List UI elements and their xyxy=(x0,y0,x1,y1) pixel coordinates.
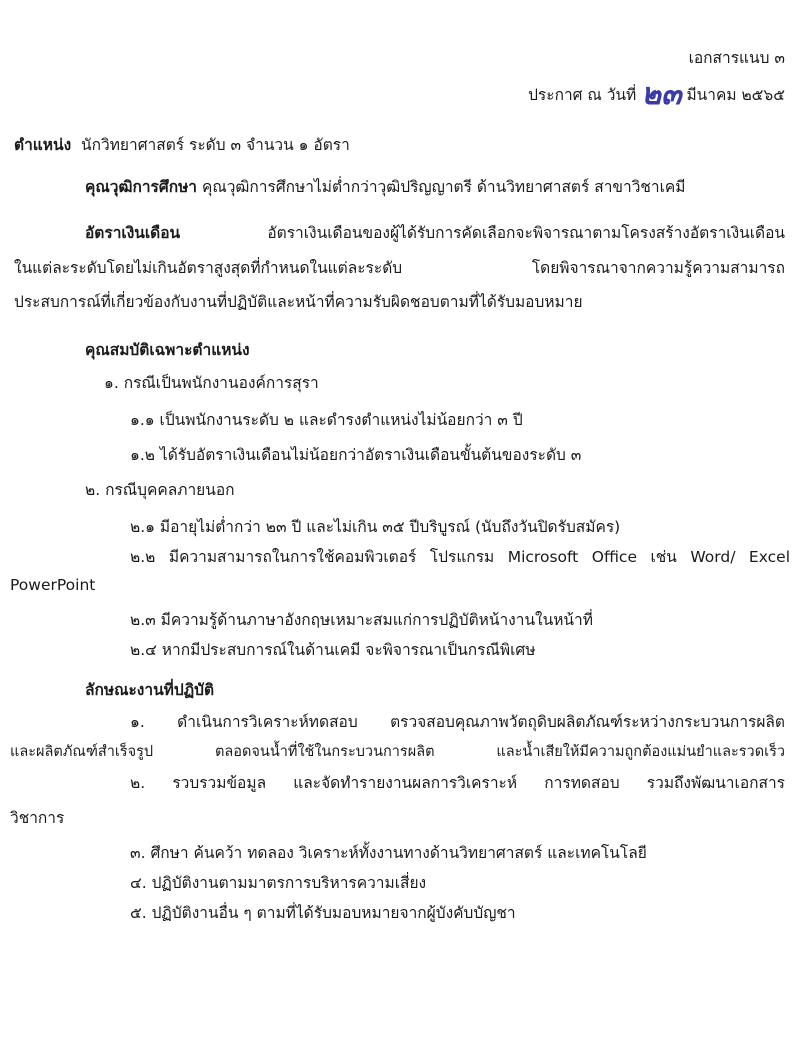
duty-2-cont: วิชาการ xyxy=(10,809,65,827)
education-line xyxy=(85,176,686,198)
duty-1-cont: และผลิตภัณฑ์สำเร็จรูป ตลอดจนน้ำที่ใช้ในกระบวนการผลิต และน้ำเสียให้มีความถูกต้องแม่นยำและรวดเร็ว xyxy=(10,744,785,760)
case2-item-1: ๒.๑ มีอายุไม่ต่ำกว่า ๒๓ ปี และไม่เกิน ๓๕ ปีบริบูรณ์ (นับถึงวันปิดรับสมัคร) xyxy=(130,518,621,536)
duty-4: ๔. ปฏิบัติงานตามมาตรการบริหารความเสี่ยง xyxy=(130,874,427,892)
education-value: คุณวุฒิการศึกษาไม่ต่ำกว่าวุฒิปริญญาตรี ด้านวิทยาศาสตร์ สาขาวิชาเคมี xyxy=(201,178,686,196)
duty-2: ๒. รวบรวมข้อมูล และจัดทำรายงานผลการวิเคราะห์ การทดสอบ รวมถึงพัฒนาเอกสาร xyxy=(130,774,785,792)
announce-prefix: ประกาศ ณ วันที่ xyxy=(528,86,637,104)
salary-line-3: ประสบการณ์ที่เกี่ยวข้องกับงานที่ปฏิบัติและหน้าที่ความรับผิดชอบตามที่ได้รับมอบหมาย xyxy=(14,293,583,311)
announce-month-year: มีนาคม ๒๕๖๕ xyxy=(686,86,785,104)
case2-item-4: ๒.๔ หากมีประสบการณ์ในด้านเคมี จะพิจารณาเป็นกรณีพิเศษ xyxy=(130,641,536,659)
education-label: คุณวุฒิการศึกษา xyxy=(85,178,198,196)
qualifications-title: คุณสมบัติเฉพาะตำแหน่ง xyxy=(85,341,250,359)
case2-item-2: ๒.๒ มีความสามารถในการใช้คอมพิวเตอร์ โปรแกรม Microsoft Office เช่น Word/ Excel xyxy=(130,548,790,566)
duty-1: ๑. ดำเนินการวิเคราะห์ทดสอบ ตรวจสอบคุณภาพวัตถุดิบผลิตภัณฑ์ระหว่างกระบวนการผลิต xyxy=(130,713,785,731)
salary-label: อัตราเงินเดือน xyxy=(85,224,181,242)
handwritten-day: ๒๓ xyxy=(641,77,682,112)
case1-title: ๑. กรณีเป็นพนักงานองค์การสุรา xyxy=(104,374,319,392)
case1-item: ๑.๒ ได้รับอัตราเงินเดือนไม่น้อยกว่าอัตราเงินเดือนขั้นต้นของระดับ ๓ xyxy=(130,446,582,464)
announcement-date xyxy=(528,77,785,112)
salary-line-1 xyxy=(85,222,785,244)
case2-item-2-cont: PowerPoint xyxy=(10,576,96,594)
salary-line-2: ในแต่ละระดับโดยไม่เกินอัตราสูงสุดที่กำหนดในแต่ละระดับ โดยพิจารณาจากความรู้ความสามารถ xyxy=(14,259,785,277)
attachment-label: เอกสารแนบ ๓ xyxy=(688,49,785,67)
case2-title: ๒. กรณีบุคคลภายนอก xyxy=(85,481,235,499)
case2-item-3: ๒.๓ มีความรู้ด้านภาษาอังกฤษเหมาะสมแก่การปฏิบัติหน้างานในหน้าที่ xyxy=(130,611,593,629)
position-value: นักวิทยาศาสตร์ ระดับ ๓ จำนวน ๑ อัตรา xyxy=(81,136,350,154)
duty-5: ๕. ปฏิบัติงานอื่น ๆ ตามที่ได้รับมอบหมายจากผู้บังคับบัญชา xyxy=(130,904,516,922)
duties-title: ลักษณะงานที่ปฏิบัติ xyxy=(85,681,215,699)
case1-item: ๑.๑ เป็นพนักงานระดับ ๒ และดำรงตำแหน่งไม่น้อยกว่า ๓ ปี xyxy=(130,411,523,429)
duty-3: ๓. ศึกษา ค้นคว้า ทดลอง วิเคราะห์ทั้งงานทางด้านวิทยาศาสตร์ และเทคโนโลยี xyxy=(130,844,647,862)
position-line xyxy=(14,134,350,156)
salary-text-1: อัตราเงินเดือนของผู้ได้รับการคัดเลือกจะพิจารณาตามโครงสร้างอัตราเงินเดือน xyxy=(267,224,785,242)
position-label: ตำแหน่ง xyxy=(14,136,72,154)
